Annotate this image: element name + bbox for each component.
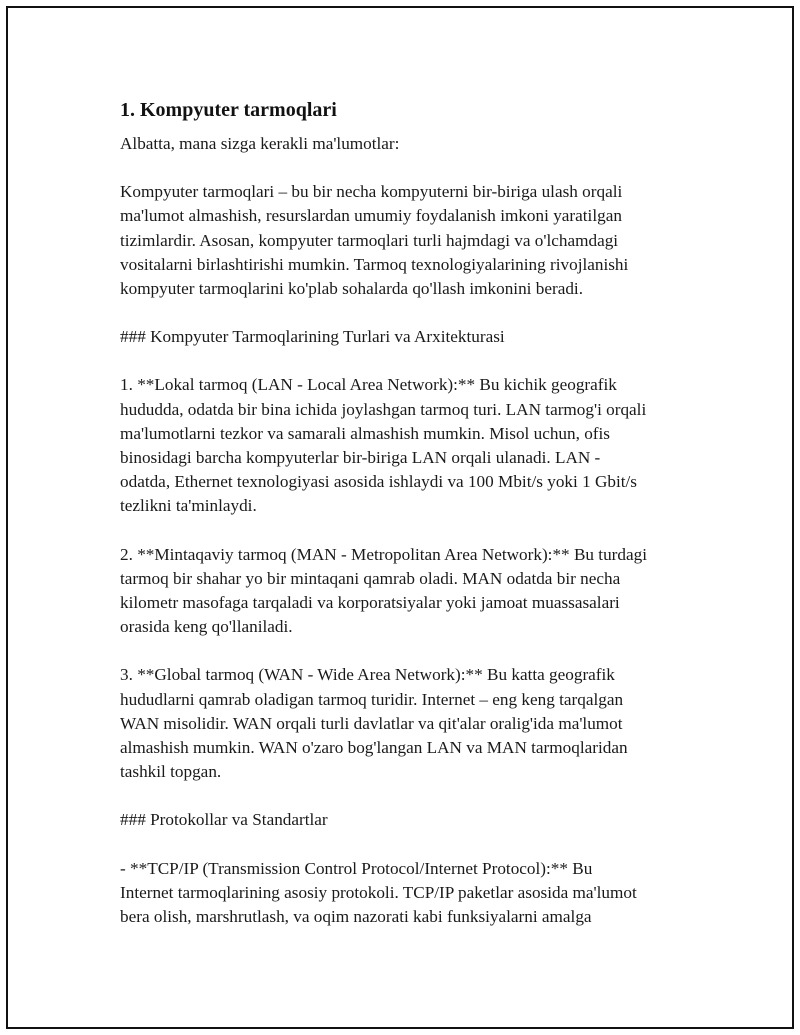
text-line: Albatta, mana sizga kerakli ma'lumotlar: [120, 134, 400, 153]
text-line: ma'lumot almashish, resurslardan umumiy foydalanish imkoni yaratilgan [120, 206, 622, 226]
text-line: 2. **Mintaqaviy tarmoq (MAN - Metropolitan Area Network):** Bu turdagi [120, 544, 647, 564]
text-line: hududlarni qamrab oladigan tarmoq turidir. Internet – eng keng tarqalgan [120, 689, 624, 709]
text-line: kilometr masofaga tarqaladi va korporatsiyalar yoki jamoat muassasalari [120, 593, 620, 613]
section-heading-types [120, 325, 700, 349]
definition-paragraph [120, 180, 700, 301]
text-line: odatda, Ethernet texnologiyasi asosida ishlaydi va 100 Mbit/s yoki 1 Gbit/s [120, 472, 637, 492]
tcpip-paragraph [120, 857, 700, 930]
document-body [120, 96, 700, 953]
text-line: almashish mumkin. WAN o'zaro bog'langan LAN va MAN tarmoqlaridan [120, 738, 628, 758]
text-line: kompyuter tarmoqlarini ko'plab sohalarda qo'llash imkonini beradi. [120, 279, 583, 299]
text-line: 3. **Global tarmoq (WAN - Wide Area Network):** Bu katta geografik [120, 665, 615, 685]
man-paragraph [120, 543, 700, 640]
document-title: 1. Kompyuter tarmoqlari [120, 99, 337, 121]
text-line: - **TCP/IP (Transmission Control Protocol/Internet Protocol):** Bu [120, 858, 593, 878]
text-line: binosidagi barcha kompyuterlar bir-biriga LAN orqali ulanadi. LAN - [120, 448, 601, 468]
text-line: ma'lumotlarni tezkor va samarali almashish mumkin. Misol uchun, ofis [120, 423, 610, 443]
text-line: hududda, odatda bir bina ichida joylashgan tarmoq turi. LAN tarmog'i orqali [120, 399, 647, 419]
text-line: WAN misolidir. WAN orqali turli davlatlar va qit'alar oralig'ida ma'lumot [120, 713, 623, 733]
text-line: vositalarni birlashtirishi mumkin. Tarmoq texnologiyalarining rivojlanishi [120, 254, 629, 274]
intro-paragraph [120, 132, 700, 156]
section-heading-protocols [120, 808, 700, 832]
text-line: tezlikni ta'minlaydi. [120, 496, 257, 516]
page-border [6, 6, 794, 1029]
text-line: bera olish, marshrutlash, va oqim nazorati kabi funksiyalarni amalga [120, 907, 592, 927]
lan-paragraph [120, 373, 700, 518]
text-line: Internet tarmoqlarining asosiy protokoli. TCP/IP paketlar asosida ma'lumot [120, 882, 637, 902]
wan-paragraph [120, 663, 700, 784]
text-line: tarmoq bir shahar yo bir mintaqani qamrab oladi. MAN odatda bir necha [120, 568, 621, 588]
text-line: ### Protokollar va Standartlar [120, 810, 328, 830]
text-line: tashkil topgan. [120, 762, 222, 782]
text-line: orasida keng qo'llaniladi. [120, 617, 293, 637]
text-line: tizimlardir. Asosan, kompyuter tarmoqlari turli hajmdagi va o'lchamdagi [120, 230, 619, 250]
text-line: ### Kompyuter Tarmoqlarining Turlari va Arxitekturasi [120, 327, 505, 347]
text-line: Kompyuter tarmoqlari – bu bir necha kompyuterni bir-biriga ulash orqali [120, 182, 623, 202]
text-line: 1. **Lokal tarmoq (LAN - Local Area Network):** Bu kichik geografik [120, 375, 617, 395]
